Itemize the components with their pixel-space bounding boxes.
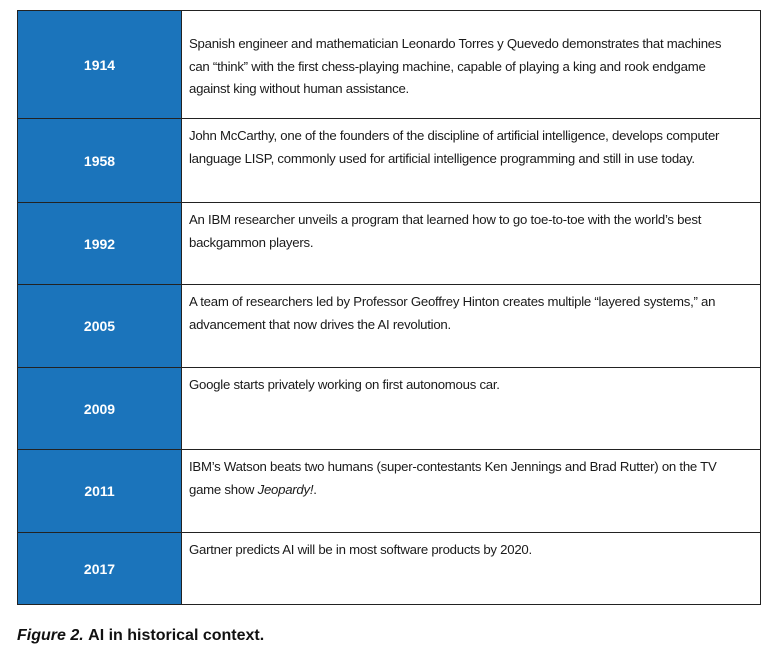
event-cell: A team of researchers led by Professor Geoffrey Hinton creates multiple “layered systems,” an advancement that now drives the AI revolution. xyxy=(189,294,716,332)
timeline-row xyxy=(18,119,760,203)
year-cell: 1958 xyxy=(18,119,182,202)
event-cell: Gartner predicts AI will be in most software products by 2020. xyxy=(189,542,532,557)
show-title: Jeopardy! xyxy=(257,481,314,497)
figure-label: Figure 2. xyxy=(17,627,84,644)
year-cell: 1992 xyxy=(18,203,182,284)
timeline-row xyxy=(18,285,760,368)
event-text: IBM’s Watson beats two humans (super-contestants Ken Jennings and Brad Rutter) on the TV game show xyxy=(189,459,717,497)
event-cell: John McCarthy, one of the founders of the discipline of artificial intelligence, develops computer language LISP, commonly used for artificial intelligence programming and still in use today. xyxy=(189,128,720,166)
figure-title: AI in historical context. xyxy=(88,627,265,644)
timeline-row xyxy=(18,203,760,285)
event-text-end: . xyxy=(313,481,317,497)
year-cell: 2017 xyxy=(18,533,182,604)
timeline-row xyxy=(18,11,760,119)
event-cell: An IBM researcher unveils a program that learned how to go toe-to-toe with the world’s best backgammon players. xyxy=(189,212,702,250)
year-cell: 2009 xyxy=(18,368,182,449)
year-cell: 2011 xyxy=(18,450,182,532)
timeline-table xyxy=(17,10,761,605)
event-cell xyxy=(182,450,760,532)
timeline-row xyxy=(18,368,760,450)
event-cell: Spanish engineer and mathematician Leonardo Torres y Quevedo demonstrates that machines can “think” with the first chess-playing machine, capable of playing a king and rook endgame against king without human assistance. xyxy=(189,36,722,96)
timeline-row xyxy=(18,533,760,604)
year-cell: 2005 xyxy=(18,285,182,367)
event-cell: Google starts privately working on first autonomous car. xyxy=(189,377,500,392)
figure-caption xyxy=(17,627,264,645)
timeline-row xyxy=(18,450,760,533)
year-cell: 1914 xyxy=(18,11,182,118)
